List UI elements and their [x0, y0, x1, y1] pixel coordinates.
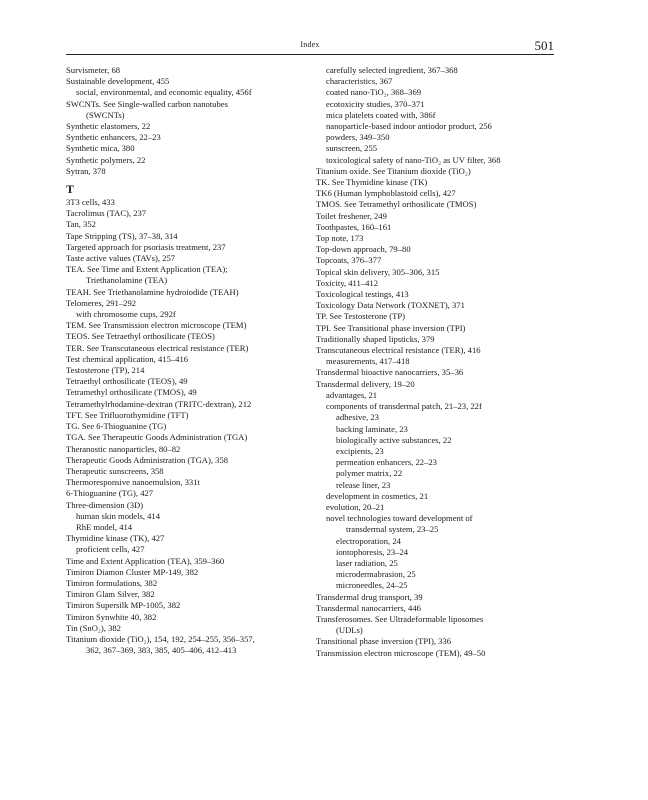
index-entry: Transcutaneous electrical resistance (TER), 416	[316, 345, 481, 356]
index-entry: Synthetic polymers, 22	[66, 154, 146, 165]
index-entry: carefully selected ingredient, 367–368	[326, 65, 458, 75]
index-entry: Sytran, 378	[66, 165, 106, 176]
index-entry: Sustainable development, 455	[66, 76, 170, 87]
index-entry: Testosterone (TP), 214	[66, 365, 145, 376]
index-entry: 3T3 cells, 433	[66, 197, 115, 208]
index-entry: TEA. See Time and Extent Application (TEA);	[66, 264, 228, 275]
index-entry: ecotoxicity studies, 370–371	[326, 98, 425, 109]
index-entry: Transferosomes. See Ultradeformable liposomes	[316, 613, 484, 624]
index-entry: TFT. See Trifluorothymidine (TFT)	[66, 409, 189, 420]
index-entry: Targeted approach for psoriasis treatment, 237	[66, 241, 226, 252]
index-entry: TER. See Transcutaneous electrical resistance (TER)	[66, 342, 249, 353]
index-entry: adhesive, 23	[336, 412, 379, 423]
index-entry: backing laminate, 23	[336, 423, 408, 434]
index-entry: Tetraethyl orthosilicate (TEOS), 49	[66, 376, 188, 387]
index-entry: laser radiation, 25	[336, 557, 398, 568]
index-entry: Tetramethylrhodamine-dextran (TRITC-dextran), 212	[66, 398, 252, 409]
index-entry: Top-down approach, 79–80	[316, 244, 411, 255]
index-entry: Synthetic elastomers, 22	[66, 121, 151, 132]
index-entry: 6-Thioguanine (TG), 427	[66, 488, 154, 499]
index-entry: iontophoresis, 23–24	[336, 546, 409, 557]
index-entry: Tape Stripping (TS), 37–38, 314	[66, 230, 178, 241]
index-entry: proficient cells, 427	[76, 544, 145, 555]
index-entry: Top note, 173	[316, 233, 364, 244]
index-entry: Taste active values (TAVs), 257	[66, 253, 176, 264]
index-entry: Timiron Glam Silver, 382	[66, 589, 155, 600]
letter-heading: T	[66, 182, 75, 197]
index-entry: TEAH. See Triethanolamine hydroiodide (TEAH)	[66, 286, 239, 297]
index-entry: Topical skin delivery, 305–306, 315	[316, 266, 440, 277]
index-entry: nanoparticle-based indoor antiodor product, 256	[326, 121, 492, 132]
index-entry: measurements, 417–418	[326, 356, 410, 367]
index-entry: Transdermal drug transport, 39	[316, 591, 423, 602]
index-entry: (UDLs)	[336, 625, 363, 636]
index-entry: TMOS. See Tetramethyl orthosilicate (TMOS)	[316, 199, 477, 210]
index-entry: mica platelets coated with, 386f	[326, 109, 436, 120]
header-title: Index	[300, 40, 320, 49]
index-entry: human skin models, 414	[76, 510, 161, 521]
index-entry: novel technologies toward development of	[326, 513, 473, 524]
index-entry: Theranostic nanoparticles, 80–82	[66, 443, 181, 454]
index-entry: (SWCNTs)	[86, 109, 125, 120]
index-entry: sunscreen, 255	[326, 143, 378, 154]
index-entry: social, environmental, and economic equality, 456f	[76, 87, 252, 98]
index-entry: with chromosome cups, 292f	[76, 309, 176, 320]
index-entry: Therapeutic Goods Administration (TGA), 358	[66, 454, 229, 465]
index-entry: Three-dimension (3D)	[66, 499, 144, 510]
index-entry: Time and Extent Application (TEA), 359–360	[66, 555, 225, 566]
index-entry: Traditionally shaped lipsticks, 379	[316, 333, 435, 344]
index-entry: advantages, 21	[326, 389, 378, 400]
index-entry: Toilet freshener, 249	[316, 210, 387, 221]
index-entry: TEM. See Transmission electron microscope (TEM)	[66, 320, 247, 331]
page-number: 501	[534, 38, 554, 53]
index-entry: Transmission electron microscope (TEM), 49–50	[316, 647, 486, 658]
index-entry: powders, 349–350	[326, 132, 390, 143]
index-entry: Synthetic enhancers, 22–23	[66, 132, 161, 143]
index-entry: Therapeutic sunscreens, 358	[66, 465, 164, 476]
index-entry: SWCNTs. See Single-walled carbon nanotubes	[66, 98, 228, 109]
index-entry: transdermal system, 23–25	[346, 524, 439, 535]
index-entry: Triethanolamine (TEA)	[86, 275, 168, 286]
entries-t-continued	[316, 65, 556, 659]
index-entry: Titanium dioxide (TiO₂), 154, 192, 254–255, 356–357,	[66, 633, 255, 644]
index-entry: TGA. See Therapeutic Goods Administration (TGA)	[66, 432, 248, 443]
index-entry: Tetramethyl orthosilicate (TMOS), 49	[66, 387, 197, 398]
index-entry: Toothpastes, 160–161	[316, 221, 392, 232]
index-entry: TK. See Thymidine kinase (TK)	[316, 177, 428, 188]
index-entry: Tacrolimus (TAC), 237	[66, 208, 147, 219]
index-entry: Transitional phase inversion (TPI), 336	[316, 636, 452, 647]
index-entry: Thermoresponsive nanoemulsion, 331t	[66, 477, 200, 488]
index-entry: Titanium oxide. See Titanium dioxide (TiO₂)	[316, 165, 471, 176]
index-entry: evolution, 20–21	[326, 501, 385, 512]
index-entry: Survismeter, 68	[66, 65, 121, 75]
index-entry: excipients, 23	[336, 445, 384, 456]
index-entry: Tin (SnO₂), 382	[66, 622, 121, 633]
index-entry: microneedles, 24–25	[336, 580, 408, 591]
index-entry: Timiron Supersilk MP-1005, 382	[66, 600, 181, 611]
index-entry: Timiron formulations, 382	[66, 577, 158, 588]
index-entry: Thymidine kinase (TK), 427	[66, 533, 165, 544]
index-entry: Toxicology Data Network (TOXNET), 371	[316, 300, 465, 311]
index-entry: coated nano-TiO₂, 368–369	[326, 87, 422, 98]
running-header	[66, 38, 554, 52]
header-rule	[66, 54, 554, 55]
index-entry: microdermabrasion, 25	[336, 569, 416, 580]
index-entry: TP. See Testosterone (TP)	[316, 311, 405, 322]
index-entry: electroporation, 24	[336, 535, 401, 546]
index-entry: permeation enhancers, 22–23	[336, 457, 437, 468]
index-entry: release liner, 23	[336, 479, 391, 490]
index-entry: Toxicity, 411–412	[316, 277, 379, 288]
index-entry: 362, 367–369, 383, 385, 405–406, 412–413	[86, 645, 237, 656]
index-entry: Transdermal delivery, 19–20	[316, 378, 415, 389]
index-entry: Synthetic mica, 380	[66, 143, 135, 154]
entries-t	[66, 197, 298, 656]
entries-s-continued	[66, 65, 298, 177]
index-entry: TEOS. See Tetraethyl orthosilicate (TEOS)	[66, 331, 215, 342]
index-entry: RhE model, 414	[76, 521, 133, 532]
index-entry: development in cosmetics, 21	[326, 490, 429, 501]
index-entry: Topcoats, 376–377	[316, 255, 382, 266]
index-entry: Tan, 352	[66, 219, 96, 230]
index-entry: toxicological safety of nano-TiO₂ as UV filter, 368	[326, 154, 501, 165]
index-entry: Transdermal nanocarriers, 446	[316, 602, 421, 613]
index-entry: components of transdermal patch, 21–23, 22f	[326, 401, 482, 412]
index-entry: TG. See 6-Thioguanine (TG)	[66, 421, 167, 432]
index-entry: TPI. See Transitional phase inversion (TPI)	[316, 322, 466, 333]
index-column-right	[316, 65, 556, 659]
index-entry: Telomeres, 291–292	[66, 297, 137, 308]
index-entry: Timiron Synwhite 40, 382	[66, 611, 157, 622]
index-entry: polymer matrix, 22	[336, 468, 403, 479]
index-entry: characteristics, 367	[326, 76, 393, 87]
index-entry: Test chemical application, 415–416	[66, 353, 189, 364]
index-entry: Toxicological testings, 413	[316, 289, 409, 300]
index-entry: biologically active substances, 22	[336, 434, 452, 445]
index-entry: TK6 (Human lymphoblastoid cells), 427	[316, 188, 456, 199]
index-column-left	[66, 65, 298, 656]
index-entry: Transdermal bioactive nanocarriers, 35–36	[316, 367, 464, 378]
index-entry: Timiron Diamon Cluster MP-149, 382	[66, 566, 199, 577]
